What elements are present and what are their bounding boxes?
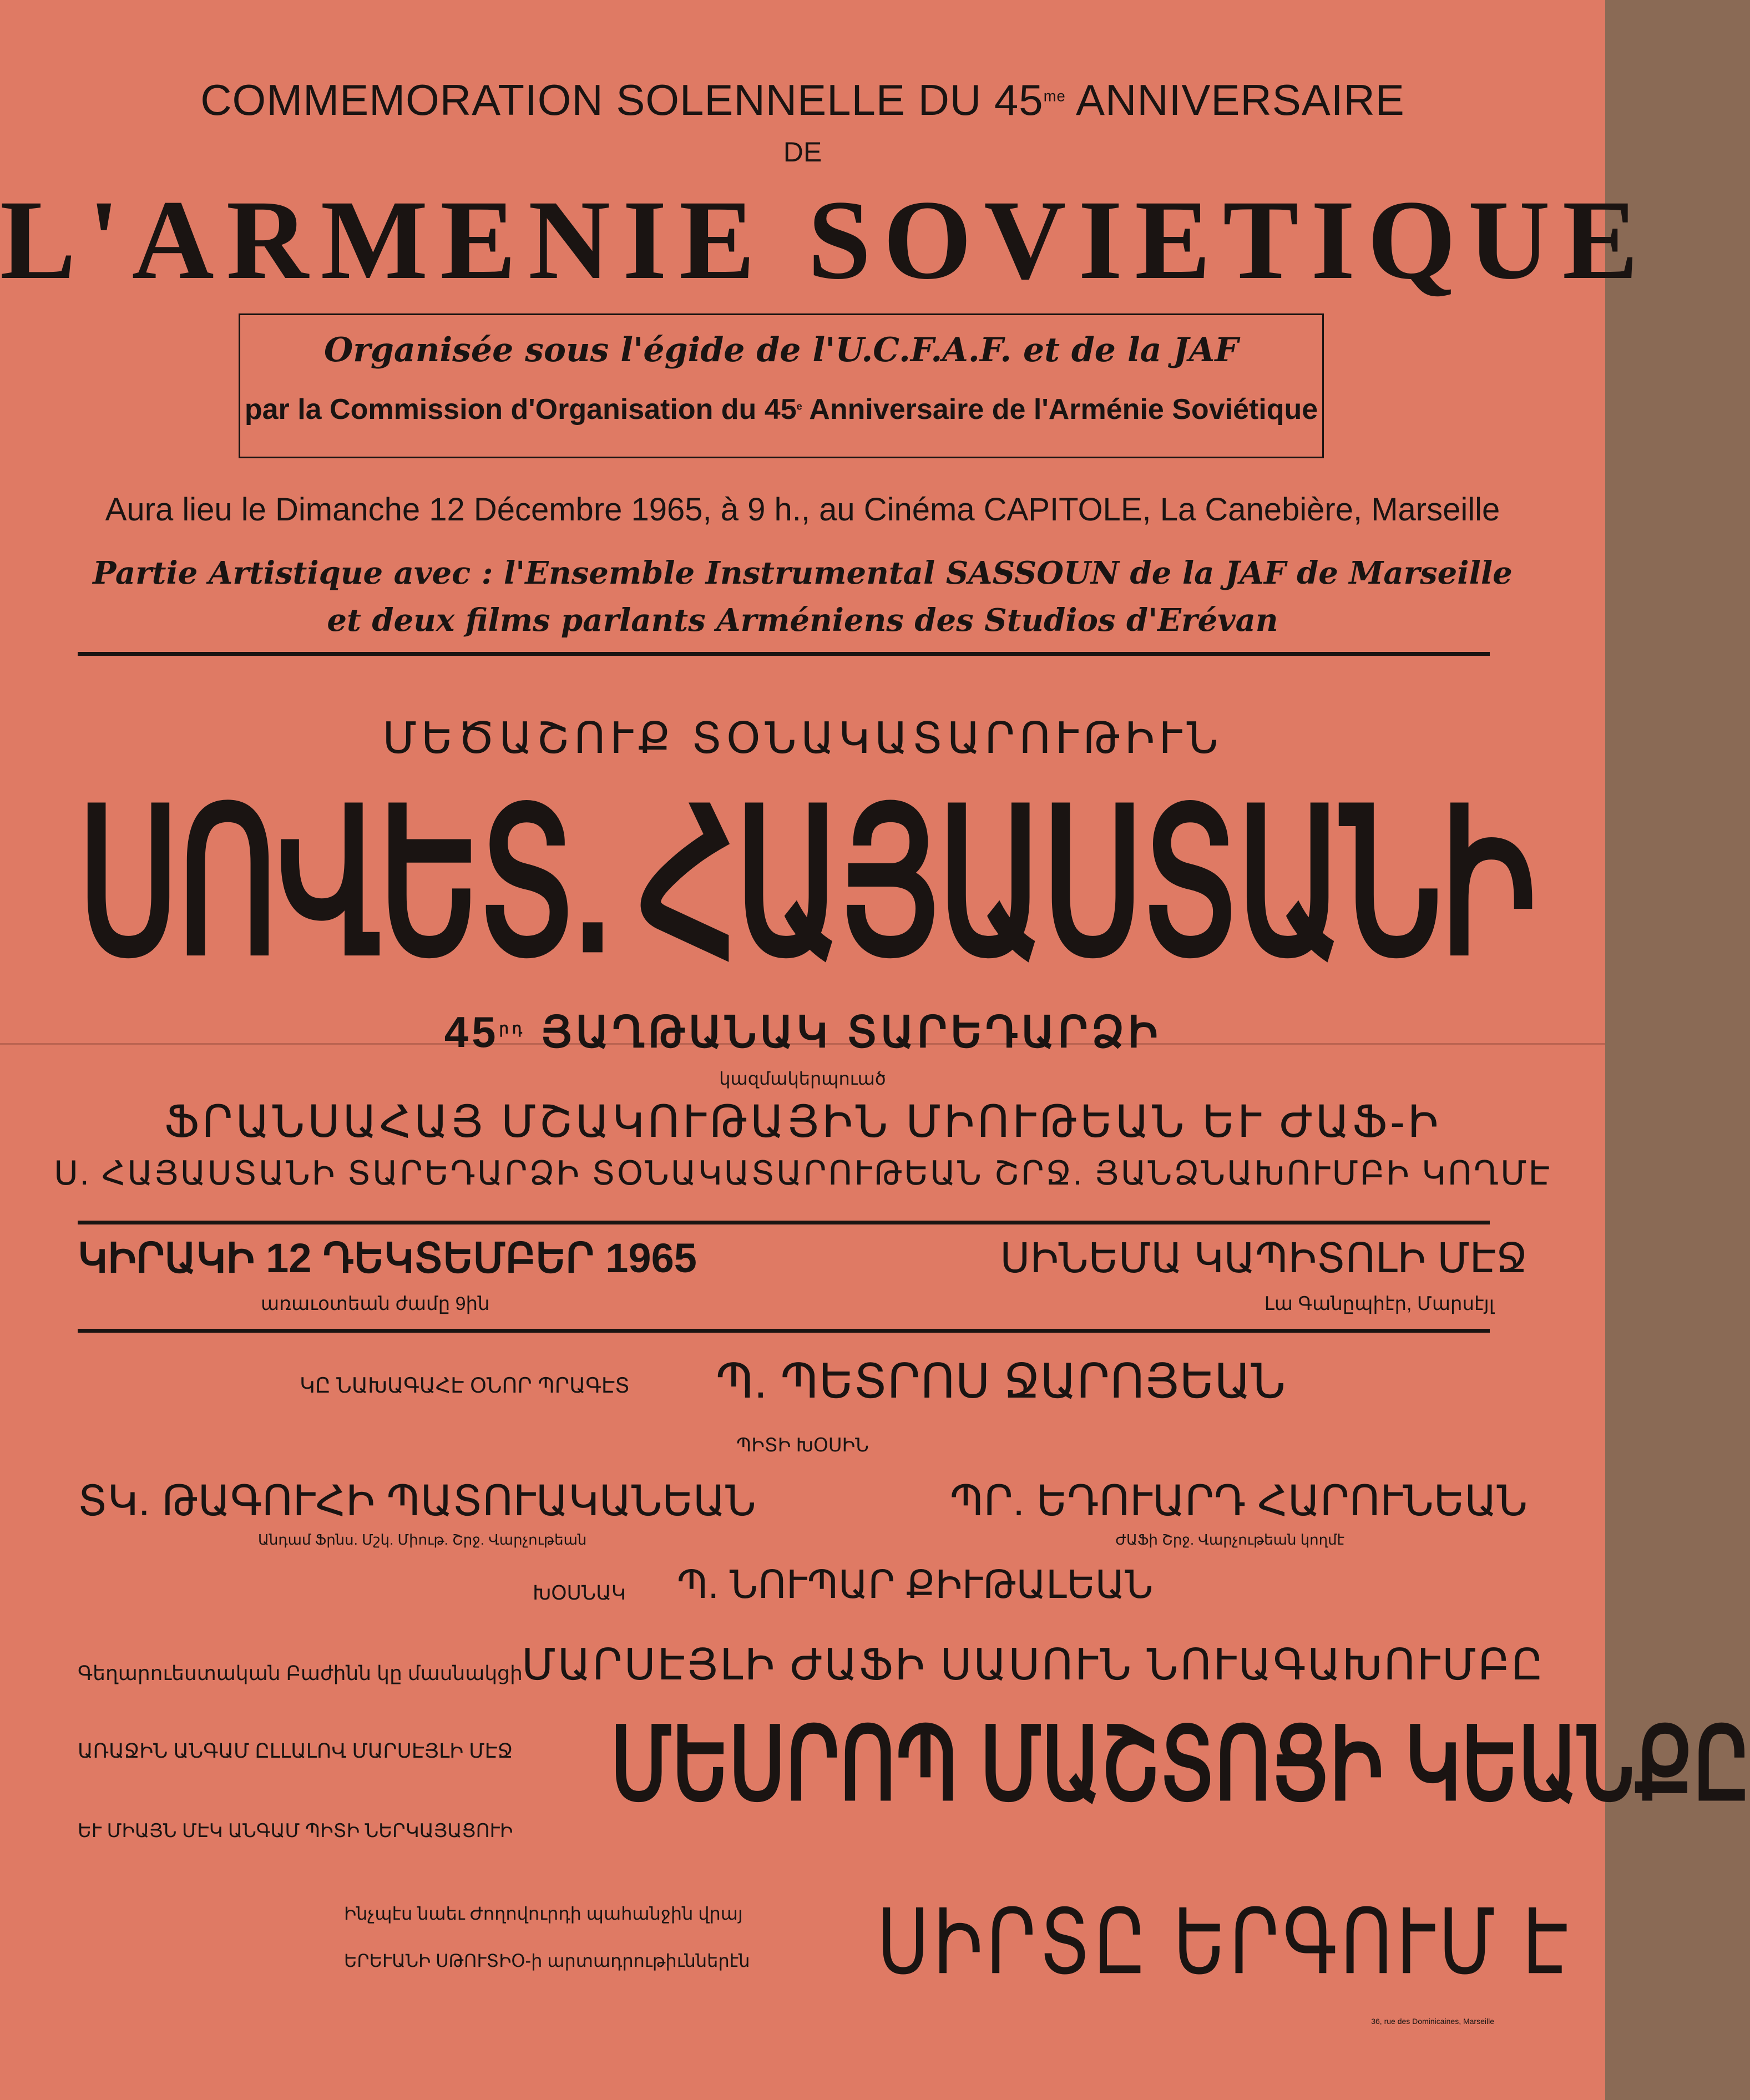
commission-line: [240, 393, 1322, 426]
artistic-line-2: et deux films parlants Arméniens des Studios d'Erévan: [327, 602, 1278, 639]
commemoration-text: COMMEMORATION SOLENNELLE DU 45: [200, 75, 1044, 124]
organized-by: կազմակերպուած: [719, 1069, 886, 1089]
divider-1: [78, 652, 1490, 656]
big-title-right: ՀԱՅԱՍՏԱՆԻ: [638, 770, 1534, 995]
speakers-label: ՊԻՏԻ ԽՕՍԻՆ: [736, 1435, 869, 1456]
anniversary-sup: րդ: [499, 1019, 525, 1037]
organisation-box: [239, 313, 1324, 458]
commemoration-end: ANNIVERSAIRE: [1076, 75, 1405, 124]
chair-label: ԿԸ ՆԱԽԱԳԱՀԷ ՕՆՈՐ ՊՐԱԳԷՏ: [300, 1374, 630, 1398]
main-title: L'ARMENIE SOVIETIQUE: [0, 177, 1651, 303]
speaker-2-sub: ԺԱՖի Շրջ. Վարչութեան կողմէ: [1115, 1531, 1344, 1548]
event-date-line: Aura lieu le Dimanche 12 Décembre 1965, à 9 h., au Cinéma CAPITOLE, La Canebière, Marseille: [105, 492, 1500, 528]
once-label: ԵՒ ՄԻԱՅՆ ՄԷԿ ԱՆԳԱՄ ՊԻՏԻ ՆԵՐԿԱՅԱՑՈՒԻ: [78, 1820, 513, 1841]
anniversary-line: [0, 1007, 1605, 1057]
studio-label: ԵՐԵՒԱՆԻ ՍԹՈՒՏԻՕ-ի արտադրութիւններէն: [344, 1951, 750, 1971]
organisation-line: Organisée sous l'égide de l'U.C.F.A.F. et de la JAF: [324, 331, 1238, 370]
demand-note: Ինչպէս նաեւ Ժողովուրդի պահանջին վրայ: [344, 1904, 743, 1924]
chair-name: Պ. ՊԵՏՐՈՍ ՋԱՐՈՅԵԱՆ: [716, 1355, 1286, 1408]
orator-name: Պ. ՆՈՒՊԱՐ ՔԻՒԹԱԼԵԱՆ: [677, 1563, 1154, 1606]
commission-sup: e: [796, 401, 802, 412]
armenian-venue-sub: Լա Գանըպիէր, Մարսէյլ: [1264, 1293, 1494, 1314]
commemoration-sup: me: [1043, 87, 1066, 105]
film-1-title: ՄԵՍՐՈՊ ՄԱՇՏՈՑԻ ԿԵԱՆՔԸ: [610, 1707, 1750, 1821]
divider-3: [78, 1329, 1490, 1333]
divider-2: [78, 1221, 1490, 1224]
commemoration-line: [0, 75, 1605, 125]
speaker-1: ՏԿ. ԹԱԳՈՒՀԻ ՊԱՏՈՒԱԿԱՆԵԱՆ: [78, 1477, 756, 1525]
organizer-1: ՖՐԱՆՍԱՀԱՅ ՄՇԱԿՈՒԹԱՅԻՆ ՄԻՈՒԹԵԱՆ ԵՒ ԺԱՖ-Ի: [164, 1097, 1442, 1146]
speaker-2: ՊՐ. ԵԴՈՒԱՐԴ ՀԱՐՈՒՆԵԱՆ: [950, 1477, 1528, 1525]
speaker-1-sub: Անդամ Ֆրնս. Մշկ. Միութ. Շրջ. Վարչութեան: [258, 1531, 587, 1548]
armenian-date: ԿԻՐԱԿԻ 12 ԴԵԿՏԵՄԲԵՐ 1965: [78, 1235, 697, 1281]
armenian-date-sub: առաւօտեան ժամը 9ին: [261, 1293, 490, 1314]
music-label: Գեղարուեստական Բաժինն կը մասնակցի: [78, 1662, 523, 1684]
commission-text: par la Commission d'Organisation du 45: [244, 393, 797, 426]
printer-address: 36, rue des Dominicaines, Marseille: [1371, 2017, 1494, 2026]
de-word: DE: [783, 136, 822, 168]
film-2-title: ՍԻՐՏԸ ԵՐԳՈՒՄ Է: [877, 1891, 1572, 1993]
artistic-line-1: Partie Artistique avec : l'Ensemble Instrumental SASSOUN de la JAF de Marseille: [93, 555, 1513, 591]
commission-end: Anniversaire de l'Arménie Soviétique: [809, 393, 1318, 426]
first-time-label: ԱՌԱՋԻՆ ԱՆԳԱՄ ԸԼԼԱԼՈՎ ՄԱՐՍԷՅԼԻ ՄԷՋ: [78, 1739, 513, 1762]
orator-label: ԽՕՍՆԱԿ: [533, 1581, 626, 1604]
armenian-heading: ՄԵԾԱՇՈՒՔ ՏՕՆԱԿԱՏԱՐՈՒԹԻՒՆ: [382, 714, 1223, 762]
anniversary-text: ՅԱՂԹԱՆԱԿ ՏԱՐԵԴԱՐՁԻ: [540, 1008, 1161, 1056]
music-ensemble: ՄԱՐՍԷՅԼԻ ԺԱՖԻ ՍԱՍՈՒՆ ՆՈՒԱԳԱԽՈՒՄԲԸ: [522, 1640, 1545, 1689]
anniversary-number: 45: [444, 1008, 499, 1056]
armenian-venue: ՍԻՆԵՄԱ ԿԱՊԻՏՈԼԻ ՄԷՋ: [1000, 1235, 1528, 1281]
organizer-2: Ս. ՀԱՅԱՍՏԱՆԻ ՏԱՐԵԴԱՐՁԻ ՏՕՆԱԿԱՏԱՐՈՒԹԵԱՆ ՇՐՋ. ՅԱՆՁՆԱԽՈՒՄԲԻ ԿՈՂՄԷ: [53, 1155, 1552, 1192]
big-title-left: ՍՈՎԵՏ.: [78, 770, 610, 995]
